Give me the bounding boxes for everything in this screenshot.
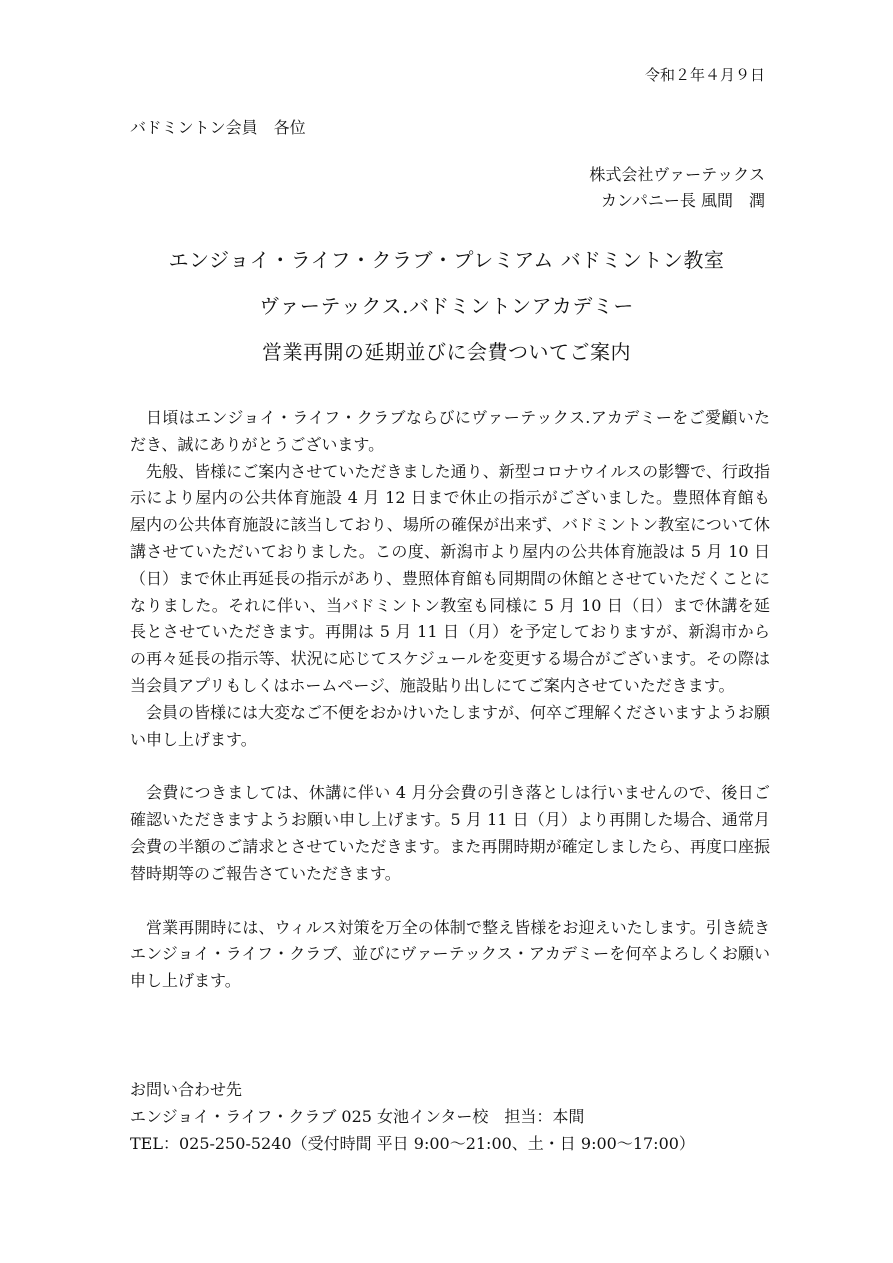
paragraph-reopening: 営業再開時には、ウィルス対策を万全の体制で整え皆様をお迎えいたします。引き続きエンジョイ・ライフ・クラブ、並びにヴァーテックス・アカデミーを何卒よろしくお願い申し上げます。 — [130, 917, 770, 991]
paragraph-apology: 会員の皆様には大変なご不便をおかけいたしますが、何卒ご理解くださいますようお願い申し上げます。 — [130, 702, 771, 749]
title-line-1: エンジョイ・ライフ・クラブ・プレミアム バドミントン教室 — [168, 248, 725, 272]
title-line-2: ヴァーテックス.バドミントンアカデミー — [259, 294, 634, 318]
paragraph-fees: 会費につきましては、休講に伴い 4 月分会費の引き落としは行いませんので、後日ご確認いただきますようお願い申し上げます。5 月 11 日（月）より再開した場合、通常月会費の半額のご請求とさせていただきます。また再開時期が確定しましたら、再度口座振替時期等のご報告さていただきます。 — [130, 783, 770, 883]
contact-location: エンジョイ・ライフ・クラブ 025 女池インター校 担当：本間 — [130, 1107, 585, 1126]
title-line-3: 営業再開の延期並びに会費ついてご案内 — [262, 340, 631, 364]
contact-heading: お問い合わせ先 — [130, 1080, 243, 1099]
sender-person: カンパニー長 風間 潤 — [601, 191, 765, 210]
paragraph-greeting: 日頃はエンジョイ・ライフ・クラブならびにヴァーテックス.アカデミーをご愛顧いただき、誠にありがとうございます。 — [130, 408, 770, 454]
paragraph-gap — [130, 753, 770, 780]
title-block — [0, 247, 893, 385]
recipient-line: バドミントン会員 各位 — [130, 118, 306, 137]
body-text — [130, 405, 770, 995]
sender-block — [589, 162, 765, 214]
paragraph-gap — [130, 888, 770, 915]
contact-tel: TEL：025-250-5240（受付時間 平日 9:00～21:00、土・日 9:00～17:00） — [130, 1134, 695, 1153]
sender-company: 株式会社ヴァーテックス — [589, 165, 765, 184]
document-date: 令和２年４月９日 — [644, 66, 765, 84]
contact-block — [130, 1076, 695, 1157]
paragraph-closure-notice: 先般、皆様にご案内させていただきました通り、新型コロナウイルスの影響で、行政指示により屋内の公共体育施設 4 月 12 日まで休止の指示がございました。豊照体育館も屋内の公共体育施設に該当しており、場所の確保が出来ず、バドミントン教室について休講させていただいておりました。この度、新潟市より屋内の公共体育施設は 5 月 10 日（日）まで休止再延長の指示があり、豊照体育館も同期間の休館とさせていただくことになりました。それに伴い、当バドミントン教室も同様に 5 月 10 日（日）まで休講を延長とさせていただきます。再開は 5 月 11 日（月）を予定しておりますが、新潟市からの再々延長の指示等、状況に応じてスケジュールを変更する場合がございます。その際は当会員アプリもしくはホームページ、施設貼り出しにてご案内させていただきます。 — [130, 461, 771, 695]
